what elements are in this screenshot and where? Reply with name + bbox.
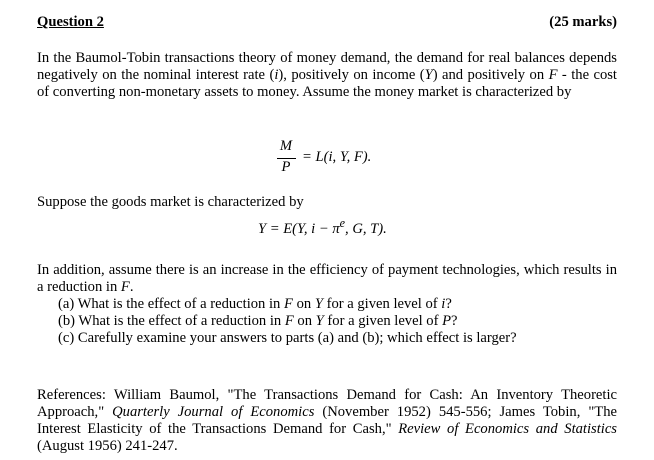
intro-var-f: F: [548, 67, 558, 83]
part-a-text-2: on: [292, 296, 315, 312]
goods-eq-args: Y, i − π: [297, 220, 340, 237]
intro-text-4: - the cost of converting non-monetary assets to money. Assume the money market is characterized by: [37, 67, 617, 100]
part-a-var-1: F: [284, 296, 293, 312]
part-b-var-2: Y: [315, 313, 324, 329]
addition-var-f: F: [120, 279, 130, 295]
part-b-text-2: on: [293, 313, 316, 329]
part-b-text-4: ?: [451, 313, 458, 329]
part-a-label: (a): [58, 296, 75, 312]
question-marks: (25 marks): [549, 14, 617, 30]
references-journal-1: Quarterly Journal of Economics: [112, 404, 315, 420]
question-heading: [37, 14, 617, 34]
part-c: [58, 330, 618, 347]
money-market-equation: [276, 138, 416, 180]
intro-text-2: ), positively on income (: [278, 67, 425, 83]
question-parts-list: [58, 296, 618, 347]
references-text-1: References: William Baumol, "The Transactions Demand for Cash: An Inventory Theoretic Approach,": [37, 387, 617, 420]
addition-text-1: In addition, assume there is an increase in the efficiency of payment technologies, which results in a reduction in: [37, 262, 617, 295]
intro-var-i: i: [274, 67, 279, 83]
references-paragraph: [37, 387, 617, 455]
part-b: [58, 313, 618, 330]
intro-var-y: Y: [424, 67, 433, 83]
goods-market-intro: Suppose the goods market is characterized by: [37, 194, 304, 210]
part-a-text-1: What is the effect of a reduction in: [77, 296, 284, 312]
references-text-3: (August 1956) 241-247.: [37, 438, 178, 454]
intro-paragraph: [37, 50, 617, 101]
part-a-text-3: for a given level of: [322, 296, 442, 312]
fraction-denominator: P: [281, 159, 291, 175]
goods-eq-superscript: e: [339, 216, 346, 230]
money-demand-function: = L(i, Y, F).: [302, 149, 372, 165]
addition-text-2: .: [129, 279, 134, 295]
part-b-text-3: for a given level of: [323, 313, 443, 329]
part-a-var-3: i: [441, 296, 446, 312]
part-c-text: Carefully examine your answers to parts (a) and (b); which effect is larger?: [77, 330, 517, 346]
goods-eq-rest: , G, T).: [345, 220, 387, 237]
part-b-var-1: F: [284, 313, 294, 329]
goods-eq-lhs: Y = E(: [258, 220, 298, 237]
part-b-text-1: What is the effect of a reduction in: [78, 313, 285, 329]
addition-paragraph: [37, 262, 617, 296]
references-text-2: (November 1952) 545-556; James Tobin, "The Interest Elasticity of the Transactions Demand for Cash,": [37, 404, 617, 437]
part-a-text-4: ?: [445, 296, 452, 312]
intro-text-3: ) and positively on: [432, 67, 549, 83]
part-b-label: (b): [58, 313, 76, 329]
question-title: Question 2: [37, 14, 104, 30]
references-journal-2: Review of Economics and Statistics: [398, 421, 617, 437]
intro-text-1: In the Baumol-Tobin transactions theory of money demand, the demand for real balances depends negatively on the nominal interest rate (: [37, 50, 617, 83]
part-a: [58, 296, 618, 313]
part-b-var-3: P: [442, 313, 452, 329]
goods-market-equation: [258, 215, 387, 238]
fraction-numerator: M: [279, 138, 293, 154]
part-c-label: (c): [58, 330, 75, 346]
part-a-var-2: Y: [314, 296, 323, 312]
